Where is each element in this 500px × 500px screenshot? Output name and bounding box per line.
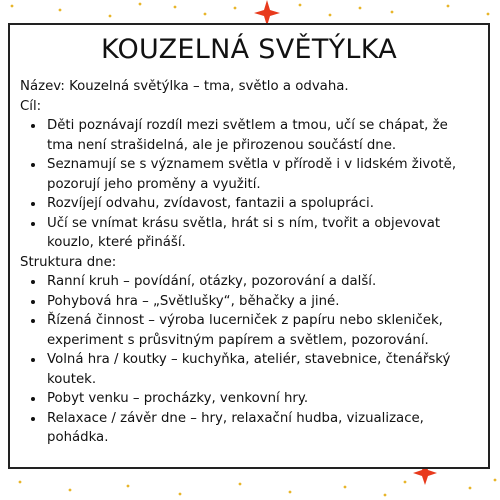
confetti-dot (234, 7, 237, 10)
confetti-dot (299, 4, 302, 7)
structure-item: • Pobyt venku – procházky, venkovní hry. (45, 389, 478, 409)
structure-item: • Řízená činnost – výroba lucerniček z papíru nebo skleniček, experiment s průsvitným papírem a světlem, pozorování. (45, 311, 478, 350)
name-line: Název: Kouzelná světýlka – tma, světlo a odvaha. (20, 79, 349, 94)
confetti-dot (391, 11, 394, 14)
confetti-dot (204, 13, 207, 16)
confetti-dot (19, 481, 22, 484)
goal-item: • Děti poznávají rozdíl mezi světlem a tmou, učí se chápat, že tma není strašidelná, ale je přirozenou součástí dne. (45, 116, 478, 155)
goal-list (20, 116, 478, 253)
confetti-dot (109, 15, 112, 18)
confetti-dot (487, 13, 490, 16)
confetti-dot (239, 483, 242, 486)
goal-item: • Učí se vnímat krásu světla, hrát si s ním, tvořit a objevovat kouzlo, které přináší. (45, 214, 478, 253)
confetti-dot (404, 481, 407, 484)
confetti-dot (11, 5, 14, 8)
goal-item: • Seznamují se s významem světla v přírodě i v lidském životě, pozorují jeho proměny a využití. (45, 155, 478, 194)
confetti-dot (384, 494, 387, 497)
confetti-dot (344, 486, 347, 489)
confetti-dot (139, 3, 142, 6)
confetti-dot (447, 5, 450, 8)
structure-item: • Relaxace / závěr dne – hry, relaxační hudba, vizualizace, pohádka. (45, 409, 478, 448)
document-body (20, 77, 478, 448)
structure-heading: Struktura dne: (20, 254, 117, 270)
confetti-dot (329, 14, 332, 17)
confetti-dot (174, 6, 177, 9)
confetti-dot (179, 493, 182, 496)
page-title: KOUZELNÁ SVĚTÝLKA (100, 34, 398, 65)
confetti-dot (359, 7, 362, 10)
confetti-dot (469, 487, 472, 490)
goal-heading: Cíl: (20, 98, 42, 114)
confetti-dot (127, 485, 130, 488)
content-card (8, 23, 490, 469)
structure-list (20, 272, 478, 448)
confetti-dot (59, 9, 62, 12)
goal-item: • Rozvíjejí odvahu, zvídavost, fantazii a spolupráci. (45, 194, 478, 214)
structure-item: • Volná hra / koutky – kuchyňka, ateliér, stavebnice, čtenářský koutek. (45, 350, 478, 389)
confetti-dot (69, 489, 72, 492)
confetti-dot (494, 479, 497, 482)
structure-item: • Pohybová hra – „Světlušky“, běhačky a jiné. (45, 292, 478, 312)
confetti-dot (289, 491, 292, 494)
structure-item: • Ranní kruh – povídání, otázky, pozorování a další. (45, 272, 478, 292)
